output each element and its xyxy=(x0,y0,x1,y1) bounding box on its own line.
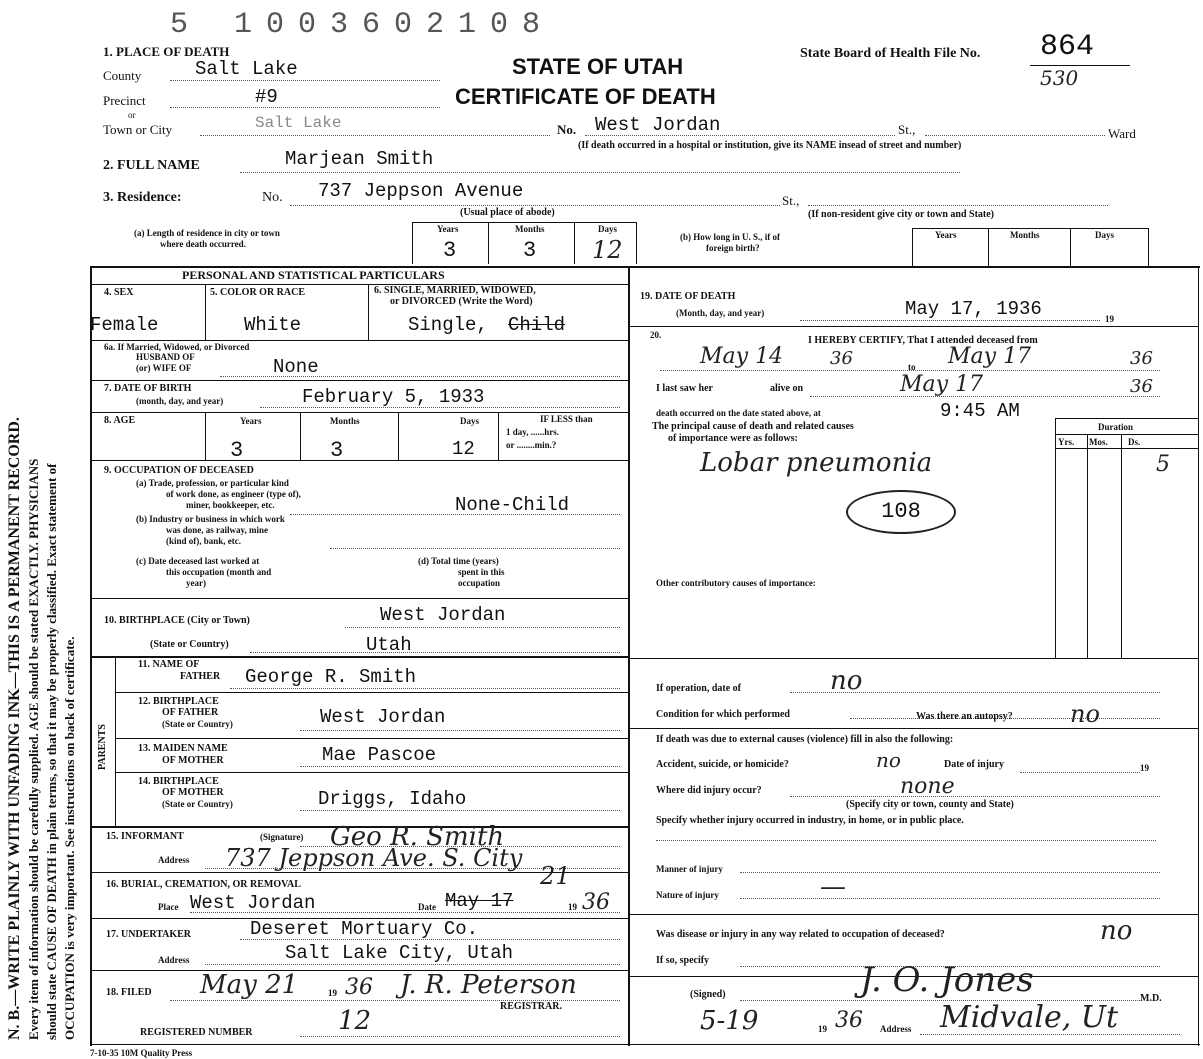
father-value: George R. Smith xyxy=(245,666,417,688)
age-days-label: Days xyxy=(460,416,480,426)
residence-st-label: St., xyxy=(782,193,800,208)
father-label-b: FATHER xyxy=(180,671,221,682)
alive-on: May 17 xyxy=(900,372,984,397)
spouse-label-c: (or) WIFE OF xyxy=(136,363,192,373)
marital-value: Single, xyxy=(408,314,488,336)
undertaker-label: 17. UNDERTAKER xyxy=(106,929,192,940)
physician-signature: J. O. Jones xyxy=(860,960,1034,1000)
street-label: St., xyxy=(898,122,916,137)
undertaker-address: Salt Lake City, Utah xyxy=(285,942,514,964)
personal-header: PERSONAL AND STATISTICAL PARTICULARS xyxy=(182,268,445,282)
physician-year: 36 xyxy=(835,1008,863,1033)
mother-bp-value: Driggs, Idaho xyxy=(318,788,467,810)
res-months-value: 3 xyxy=(523,238,537,263)
res-years-value: 3 xyxy=(443,238,457,263)
undertaker-value: Deseret Mortuary Co. xyxy=(250,918,479,940)
operation-label: If operation, date of xyxy=(656,683,741,694)
death-time-label: death occurred on the date stated above, at xyxy=(656,408,821,418)
mother-bp-label-a: 14. BIRTHPLACE xyxy=(138,776,219,787)
filed-date: May 21 xyxy=(200,970,299,1000)
spouse-label-b: HUSBAND OF xyxy=(136,352,195,362)
occ-c-line1: (c) Date deceased last worked at xyxy=(136,556,260,566)
age-days-value: 12 xyxy=(452,438,475,460)
physician-address-label: Address xyxy=(880,1024,912,1034)
where-label: Where did injury occur? xyxy=(656,785,762,796)
accident-label: Accident, suicide, or homicide? xyxy=(656,759,789,770)
certify-from: May 14 xyxy=(700,344,784,369)
occ-b-line2: was done, as railway, mine xyxy=(166,525,269,535)
precinct-value: #9 xyxy=(255,86,278,108)
precinct-label: Precinct xyxy=(103,93,146,108)
cause-code: 108 xyxy=(846,490,956,534)
sex-value: Female xyxy=(90,314,159,336)
occ-b-line1: (b) Industry or business in which work xyxy=(136,514,285,524)
street-no-value: West Jordan xyxy=(595,114,721,136)
autopsy-value: no xyxy=(1070,700,1100,728)
undertaker-address-label: Address xyxy=(158,955,190,965)
injury-date-label: Date of injury xyxy=(944,759,1004,770)
death-date-value: May 17, 1936 xyxy=(905,298,1042,320)
marital-label-b: or DIVORCED (Write the Word) xyxy=(390,296,533,307)
spouse-value: None xyxy=(273,356,319,378)
condition-label: Condition for which performed xyxy=(656,709,790,720)
burial-year: 36 xyxy=(582,890,610,915)
occ-d-line1: (d) Total time (years) xyxy=(418,556,499,566)
full-name-label: 2. FULL NAME xyxy=(103,158,200,173)
us-years-label: Years xyxy=(935,230,957,240)
duration-yrs-label: Yrs. xyxy=(1058,437,1075,447)
certify-to-label: to xyxy=(908,362,916,372)
physician-address: Midvale, Ut xyxy=(940,1000,1119,1035)
alive-on-label: alive on xyxy=(770,383,804,394)
us-days-label: Days xyxy=(1095,230,1115,240)
informant-address: 737 Jeppson Ave. S. City xyxy=(225,844,523,872)
accident-value: no xyxy=(876,748,901,772)
mother-bp-label-c: (State or Country) xyxy=(162,799,233,809)
death-time: 9:45 AM xyxy=(940,400,1020,422)
mother-label-a: 13. MAIDEN NAME xyxy=(138,743,228,754)
father-bp-label-a: 12. BIRTHPLACE xyxy=(138,696,219,707)
occupation-value: None-Child xyxy=(455,494,570,516)
residence-no-label: No. xyxy=(262,190,283,205)
birth-date-label-b: (month, day, and year) xyxy=(136,396,224,406)
mother-label-b: OF MOTHER xyxy=(162,755,224,766)
marital-struck: Child xyxy=(508,314,566,336)
residence-value: 737 Jeppson Avenue xyxy=(318,180,524,202)
physician-signed-label: (Signed) xyxy=(690,989,726,1000)
serial-number: 5 1003602108 xyxy=(170,8,555,42)
parents-side-label: PARENTS xyxy=(97,724,108,770)
cause-label-a: The principal cause of death and related causes xyxy=(652,421,854,432)
certify-to-year: 36 xyxy=(1130,348,1153,369)
birthplace-state-label: (State or Country) xyxy=(150,639,229,650)
death-date-label-b: (Month, day, and year) xyxy=(676,308,765,318)
age-years-label: Years xyxy=(240,416,262,426)
specify-label: (Specify city or town, county and State) xyxy=(846,799,1014,810)
last-saw-label: I last saw her xyxy=(656,383,713,394)
father-label-a: 11. NAME OF xyxy=(138,659,200,670)
age-months-value: 3 xyxy=(330,438,344,463)
industry-label: Specify whether injury occurred in industry, in home, or in public place. xyxy=(656,815,964,826)
physician-year-prefix: 19 xyxy=(818,1024,827,1034)
certificate-title: CERTIFICATE OF DEATH xyxy=(455,84,716,109)
birthplace-state: Utah xyxy=(366,634,412,656)
or-label: or xyxy=(128,110,136,120)
birthplace-city: West Jordan xyxy=(380,604,506,626)
filed-label: 18. FILED xyxy=(106,987,152,998)
burial-date-correction: 21 xyxy=(540,862,571,890)
occupation-label: 9. OCCUPATION OF DECEASED xyxy=(104,465,254,476)
filed-year-prefix: 19 xyxy=(328,988,337,998)
certify-to: May 17 xyxy=(948,344,1032,369)
full-name-value: Marjean Smith xyxy=(285,148,434,170)
marital-label-a: 6. SINGLE, MARRIED, WIDOWED, xyxy=(374,285,536,296)
residence-label: 3. Residence: xyxy=(103,190,182,205)
birthplace-label: 10. BIRTHPLACE (City or Town) xyxy=(104,615,250,626)
county-label: County xyxy=(103,68,142,83)
autopsy-label: Was there an autopsy? xyxy=(916,711,1013,722)
occupation-related-label: Was disease or injury in any way related to occupation of deceased? xyxy=(656,929,945,940)
cause-label-b: of importance were as follows: xyxy=(668,433,798,444)
where-value: none xyxy=(900,774,955,799)
us-label-a: (b) How long in U. S., if of xyxy=(680,232,781,242)
manner-label: Manner of injury xyxy=(656,864,723,874)
birth-date-value: February 5, 1933 xyxy=(302,386,485,408)
filed-year: 36 xyxy=(345,975,373,1000)
reg-no-label: REGISTERED NUMBER xyxy=(140,1027,253,1038)
state-title: STATE OF UTAH xyxy=(512,54,684,79)
mother-value: Mae Pascoe xyxy=(322,744,437,766)
occupation-related-value: no xyxy=(1100,916,1133,946)
duration-ds-label: Ds. xyxy=(1128,437,1141,447)
informant-signature: Geo R. Smith xyxy=(330,822,505,852)
occ-c-line2: this occupation (month and xyxy=(166,567,272,577)
birth-date-label-a: 7. DATE OF BIRTH xyxy=(104,383,192,394)
age-less-label-b: 1 day, ......hrs. xyxy=(506,427,560,437)
burial-date-label: Date xyxy=(418,902,436,912)
res-days-value: 12 xyxy=(592,236,623,264)
age-months-label: Months xyxy=(330,416,360,426)
operation-value: no xyxy=(830,666,863,696)
spouse-label-a: 6a. If Married, Widowed, or Divorced xyxy=(104,342,250,352)
age-less-label-a: IF LESS than xyxy=(540,414,593,424)
certify-from-year: 36 xyxy=(830,348,853,369)
father-bp-label-c: (State or Country) xyxy=(162,719,233,729)
nonresident-note: (If non-resident give city or town and State) xyxy=(808,209,995,220)
age-years-value: 3 xyxy=(230,438,244,463)
usual-abode-note: (Usual place of abode) xyxy=(460,207,555,218)
town-label: Town or City xyxy=(103,122,173,137)
res-months-label: Months xyxy=(515,224,545,234)
father-bp-label-b: OF FATHER xyxy=(162,707,219,718)
occ-a-line3: miner, bookkeeper, etc. xyxy=(186,500,275,510)
cause-value: Lobar pneumonia xyxy=(700,448,933,478)
res-days-label: Days xyxy=(598,224,618,234)
registrar-signature: J. R. Peterson xyxy=(400,970,577,1000)
side-instruction-line3: should state CAUSE OF DEATH in plain terms, so that it may be properly classified. Exact statement of xyxy=(44,463,59,1040)
sex-label: 4. SEX xyxy=(104,287,134,298)
certify-label: I HEREBY CERTIFY, That I attended deceased from xyxy=(808,335,1038,346)
physician-date: 5-19 xyxy=(700,1006,759,1036)
nature-value: — xyxy=(820,872,846,902)
place-of-death-heading: 1. PLACE OF DEATH xyxy=(103,44,230,59)
cause-days: 5 xyxy=(1156,452,1170,477)
occ-a-line1: (a) Trade, profession, or particular kind xyxy=(136,478,289,488)
side-instruction-line1: N. B.—WRITE PLAINLY WITH UNFADING INK—THIS IS A PERMANENT RECORD. xyxy=(6,417,23,1040)
occ-a-line2: of work done, as engineer (type of), xyxy=(166,489,301,499)
alive-year: 36 xyxy=(1130,376,1153,397)
res-years-label: Years xyxy=(437,224,459,234)
physician-md-label: M.D. xyxy=(1140,993,1162,1004)
burial-label: 16. BURIAL, CREMATION, OR REMOVAL xyxy=(106,879,301,890)
color-value: White xyxy=(244,314,302,336)
hospital-note: (If death occurred in a hospital or institution, give its NAME insead of street and number) xyxy=(578,140,962,151)
burial-date: May 17 xyxy=(445,890,514,912)
duration-label: Duration xyxy=(1098,422,1134,432)
duration-mos-label: Mos. xyxy=(1089,437,1108,447)
burial-place-label: Place xyxy=(158,902,179,912)
burial-place: West Jordan xyxy=(190,892,316,914)
us-label-b: foreign birth? xyxy=(706,243,760,253)
reg-no: 12 xyxy=(338,1006,372,1036)
us-months-label: Months xyxy=(1010,230,1040,240)
informant-label: 15. INFORMANT xyxy=(106,831,184,842)
occ-d-line3: occupation xyxy=(458,578,501,588)
file-no-label: State Board of Health File No. xyxy=(800,46,981,61)
occ-d-line2: spent in this xyxy=(458,567,505,577)
mother-bp-label-b: OF MOTHER xyxy=(162,787,224,798)
ward-label: Ward xyxy=(1108,126,1136,141)
external-label: If death was due to external causes (violence) fill in also the following: xyxy=(656,734,954,745)
length-label-b: where death occurred. xyxy=(160,239,246,249)
file-no-extra: 530 xyxy=(1040,66,1079,90)
side-instruction-line2: Every item of information should be carefully supplied. AGE should be stated EXACTLY. PHYSICIANS xyxy=(26,458,41,1040)
file-no: 864 xyxy=(1040,30,1095,64)
length-label-a: (a) Length of residence in city or town xyxy=(134,228,280,238)
color-label: 5. COLOR OR RACE xyxy=(210,287,306,298)
informant-sig-label: (Signature) xyxy=(260,832,304,842)
death-date-label-a: 19. DATE OF DEATH xyxy=(640,291,736,302)
registrar-label: REGISTRAR. xyxy=(500,1001,562,1012)
father-bp-value: West Jordan xyxy=(320,706,446,728)
occ-b-line3: (kind of), bank, etc. xyxy=(166,536,242,546)
informant-address-label: Address xyxy=(158,855,190,865)
other-causes-label: Other contributory causes of importance: xyxy=(656,578,816,588)
nature-label: Nature of injury xyxy=(656,890,719,900)
if-so-label: If so, specify xyxy=(656,955,710,966)
certify-num: 20. xyxy=(650,330,662,340)
injury-year: 19 xyxy=(1140,763,1149,773)
street-no-label: No. xyxy=(557,122,577,137)
county-value: Salt Lake xyxy=(195,58,298,80)
age-less-label-c: or ........min.? xyxy=(506,440,557,450)
side-instruction-line4: OCCUPATION is very important. See instructions on back of certificate. xyxy=(62,636,77,1040)
footer-print-info: 7-10-35 10M Quality Press xyxy=(90,1048,193,1058)
occ-c-line3: year) xyxy=(186,578,206,588)
town-value: Salt Lake xyxy=(255,114,342,132)
age-label: 8. AGE xyxy=(104,415,136,426)
death-date-year-suffix: 19 xyxy=(1105,314,1114,324)
burial-year-prefix: 19 xyxy=(568,902,577,912)
